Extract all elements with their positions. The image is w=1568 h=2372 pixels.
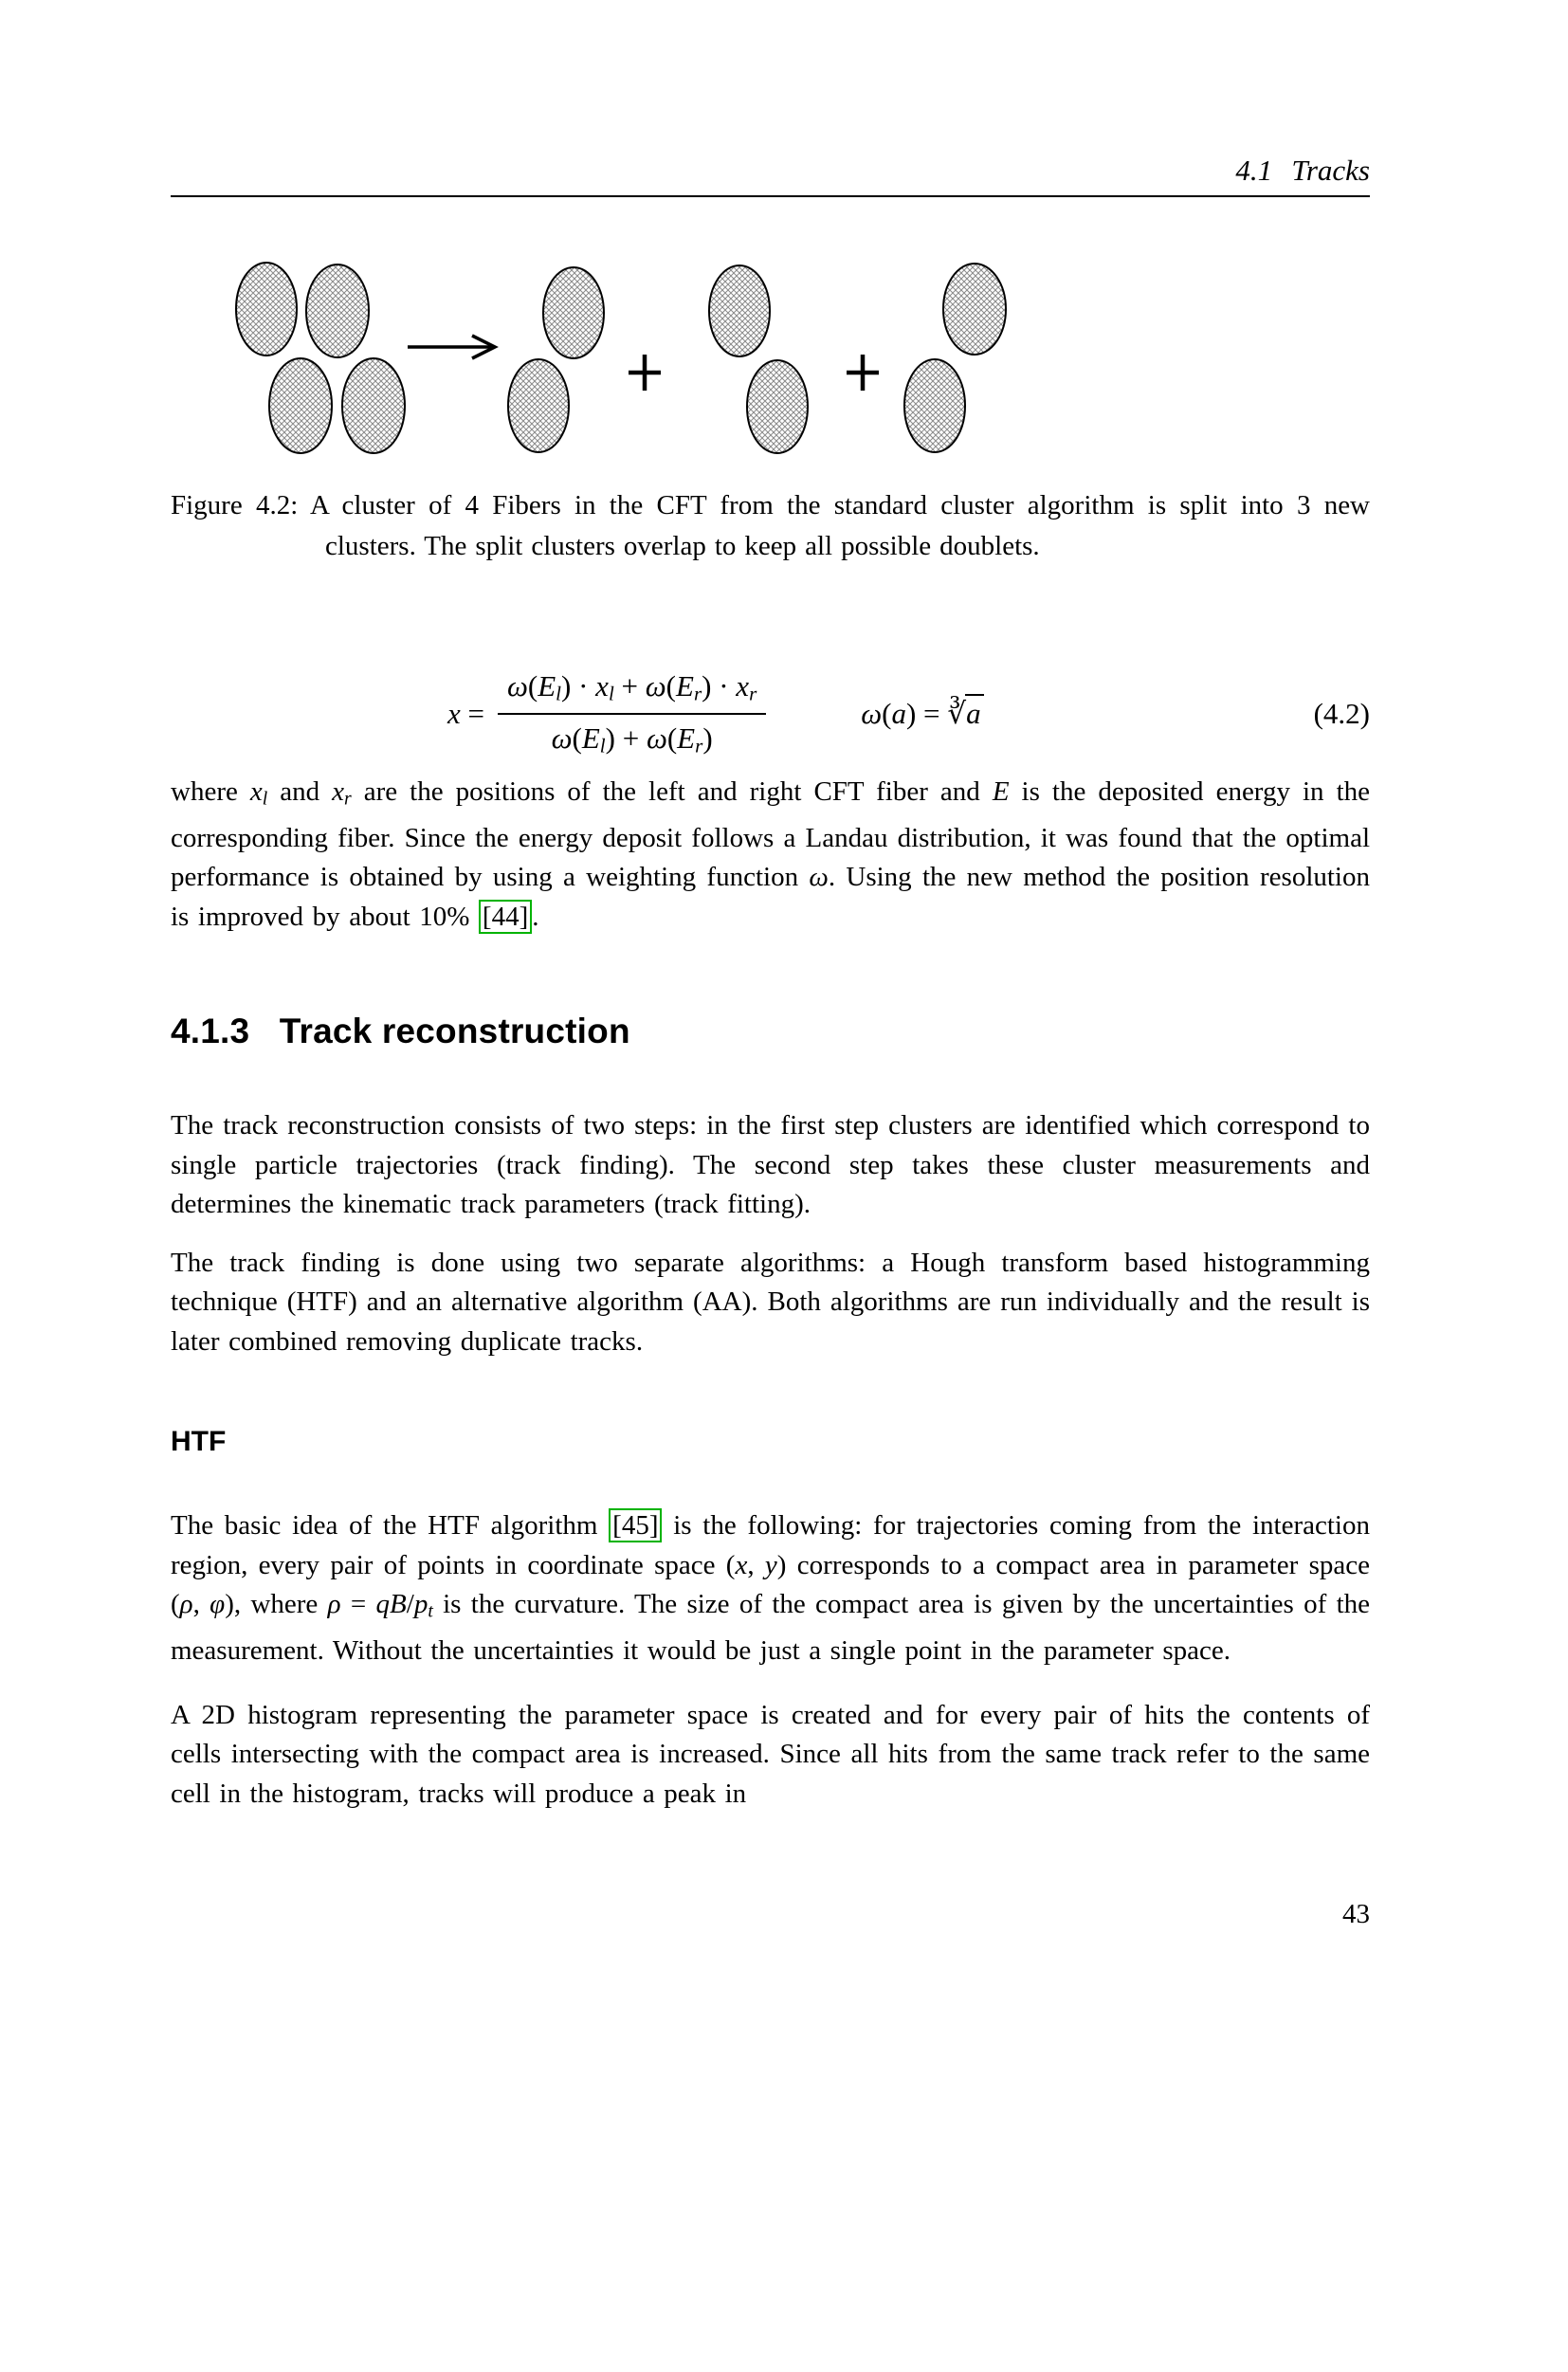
doublet-2 [709, 265, 808, 453]
text-run: ω [861, 696, 883, 730]
text-run: where [171, 776, 250, 808]
paragraph-htf-idea [171, 1506, 1370, 1670]
equation-position [447, 669, 766, 757]
text-run: p [413, 1589, 428, 1620]
text-run: ω [645, 668, 666, 702]
fiber-circle [342, 358, 405, 453]
text-run: x [736, 668, 750, 702]
text-run: ρ [327, 1589, 341, 1620]
text-run: E [538, 668, 556, 702]
text-run: = [460, 696, 484, 730]
text-run: ω [551, 721, 573, 755]
header-section-title: Tracks [1291, 154, 1370, 187]
text-run: E [581, 721, 600, 755]
text-run: ( [572, 721, 582, 755]
text-run: , [747, 1549, 765, 1580]
equation-lhs [447, 697, 484, 731]
text-run: ω [646, 721, 667, 755]
text-run: E [676, 668, 694, 702]
text-run: The basic idea of the HTF algorithm [171, 1510, 610, 1542]
text-run: / [406, 1589, 414, 1620]
figure-caption [171, 485, 1370, 567]
text-run: r [749, 682, 757, 705]
paragraph-track-finding: The track finding is done using two separate algorithms: a Hough transform based histogramming technique (HTF) and an alternative algorithm (AA). Both algorithms are run individually and the result is later combined removing duplicate tracks. [171, 1247, 1370, 1357]
text-run: ( [666, 721, 678, 755]
text-run: + [613, 668, 646, 702]
text-run: ( [665, 668, 676, 702]
page-number: 43 [1342, 1899, 1370, 1929]
header-section-number: 4.1 [1235, 154, 1273, 187]
equation-weight-definition [861, 697, 983, 731]
text-run: E [992, 776, 1010, 808]
text-run: , [192, 1589, 210, 1620]
text-run: φ [210, 1589, 226, 1620]
header-rule [171, 195, 1370, 197]
text-run: l [608, 682, 614, 705]
text-run: is the following: for trajectories coming from the interaction region, every pair of points in coordinate space ( [171, 1510, 1370, 1580]
doublet-3 [904, 264, 1006, 452]
section-number: 4.1.3 [171, 1012, 250, 1051]
text-run: x [249, 776, 263, 808]
text-run: are the positions of the left and right CFT fiber and [351, 776, 993, 808]
split-arrow [408, 336, 495, 358]
doublet-1 [508, 267, 604, 452]
text-run: r [695, 734, 703, 757]
text-run: x [595, 668, 609, 702]
text-run: l [599, 734, 606, 757]
fraction [498, 669, 766, 757]
text-run: = [340, 1589, 376, 1620]
running-header [171, 155, 1370, 187]
text-run: x [735, 1549, 748, 1580]
fiber-circle [904, 359, 965, 452]
text-run: E [677, 721, 696, 755]
fiber-cluster [236, 263, 405, 453]
text-run: ( [882, 696, 892, 730]
caption-label: Figure 4.2: [171, 490, 299, 521]
text-run: . Using the new method the position resolution is improved by about 10% [171, 862, 1370, 932]
text-run: a [891, 696, 906, 730]
text-run: l [556, 682, 562, 705]
fiber-circle [943, 264, 1006, 355]
section-title: Track reconstruction [279, 1012, 630, 1051]
paragraph-track-steps: The track reconstruction consists of two steps: in the first step clusters are identified which correspond to single particle trajectories (track finding). The second step takes these cluster measurements and determines the kinematic track parameters (track fitting). [171, 1110, 1370, 1220]
fiber-circle [709, 265, 770, 356]
citation-link[interactable]: [44] [479, 900, 532, 934]
text-run: ρ [179, 1589, 193, 1620]
text-run: ( [527, 668, 538, 702]
text-run: ∛ [947, 696, 967, 731]
fiber-circle [747, 360, 808, 453]
caption-text: A cluster of 4 Fibers in the CFT from the standard cluster algorithm is split into 3 new clusters. The split clusters overlap to keep all possible doublets. [309, 490, 1371, 561]
text-run: ) · [702, 668, 737, 702]
text-run: ), where [225, 1589, 328, 1620]
text-run: ) + [605, 721, 647, 755]
text-run: ω [809, 862, 829, 893]
equation-number: (4.2) [1313, 696, 1370, 730]
text-run: qB [375, 1589, 407, 1620]
text-run: a [965, 694, 984, 730]
text-run: ω [507, 668, 528, 702]
fraction-numerator [498, 669, 766, 715]
text-run: and [267, 776, 333, 808]
fiber-circle [269, 358, 332, 453]
text-run: l [262, 788, 268, 810]
text-run: x [332, 776, 345, 808]
fiber-circle [508, 359, 569, 452]
text-run: ) · [561, 668, 596, 702]
text-run: t [428, 1600, 433, 1622]
paragraph-weighting [171, 773, 1370, 937]
page [0, 155, 1568, 1930]
text-run: is the curvature. The size of the compact area is given by the uncertainties of the measurement. Without the uncertainties it would be just a single point in the parameter space. [171, 1589, 1371, 1666]
text-run: ) [776, 1549, 787, 1580]
subsection-heading-htf: HTF [171, 1426, 227, 1458]
text-run: y [764, 1549, 777, 1580]
section-heading-track-reconstruction [171, 1013, 1370, 1051]
text-run: is the deposited energy in the corresponding fiber. Since the energy deposit follows a Landau distribution, it was found that the optimal performance is obtained by using a weighting function [171, 776, 1370, 893]
text-run: . [532, 901, 539, 932]
text-run: ) = [905, 696, 948, 730]
paragraph-htf-histogram: A 2D histogram representing the parameter space is created and for every pair of hits the contents of cells intersecting with the compact area is increased. Since all hits from the same track refer to the same cell in the histogram, tracks will produce a peak in [171, 1699, 1370, 1809]
text-run: corresponds to a compact area in parameter space ( [171, 1549, 1370, 1620]
fiber-circle [543, 267, 604, 358]
text-run: r [344, 788, 352, 810]
equation-4-2 [171, 669, 1370, 757]
citation-link[interactable]: [45] [609, 1508, 662, 1542]
text-run: x [447, 696, 461, 730]
text-run: ) [702, 721, 713, 755]
fraction-denominator [498, 715, 766, 758]
text-run: r [693, 682, 702, 705]
plus-icon [847, 355, 879, 391]
figure-4-2-image [171, 256, 1370, 455]
fiber-circle [306, 265, 369, 357]
plus-icon [629, 355, 661, 391]
fiber-circle [236, 263, 297, 356]
